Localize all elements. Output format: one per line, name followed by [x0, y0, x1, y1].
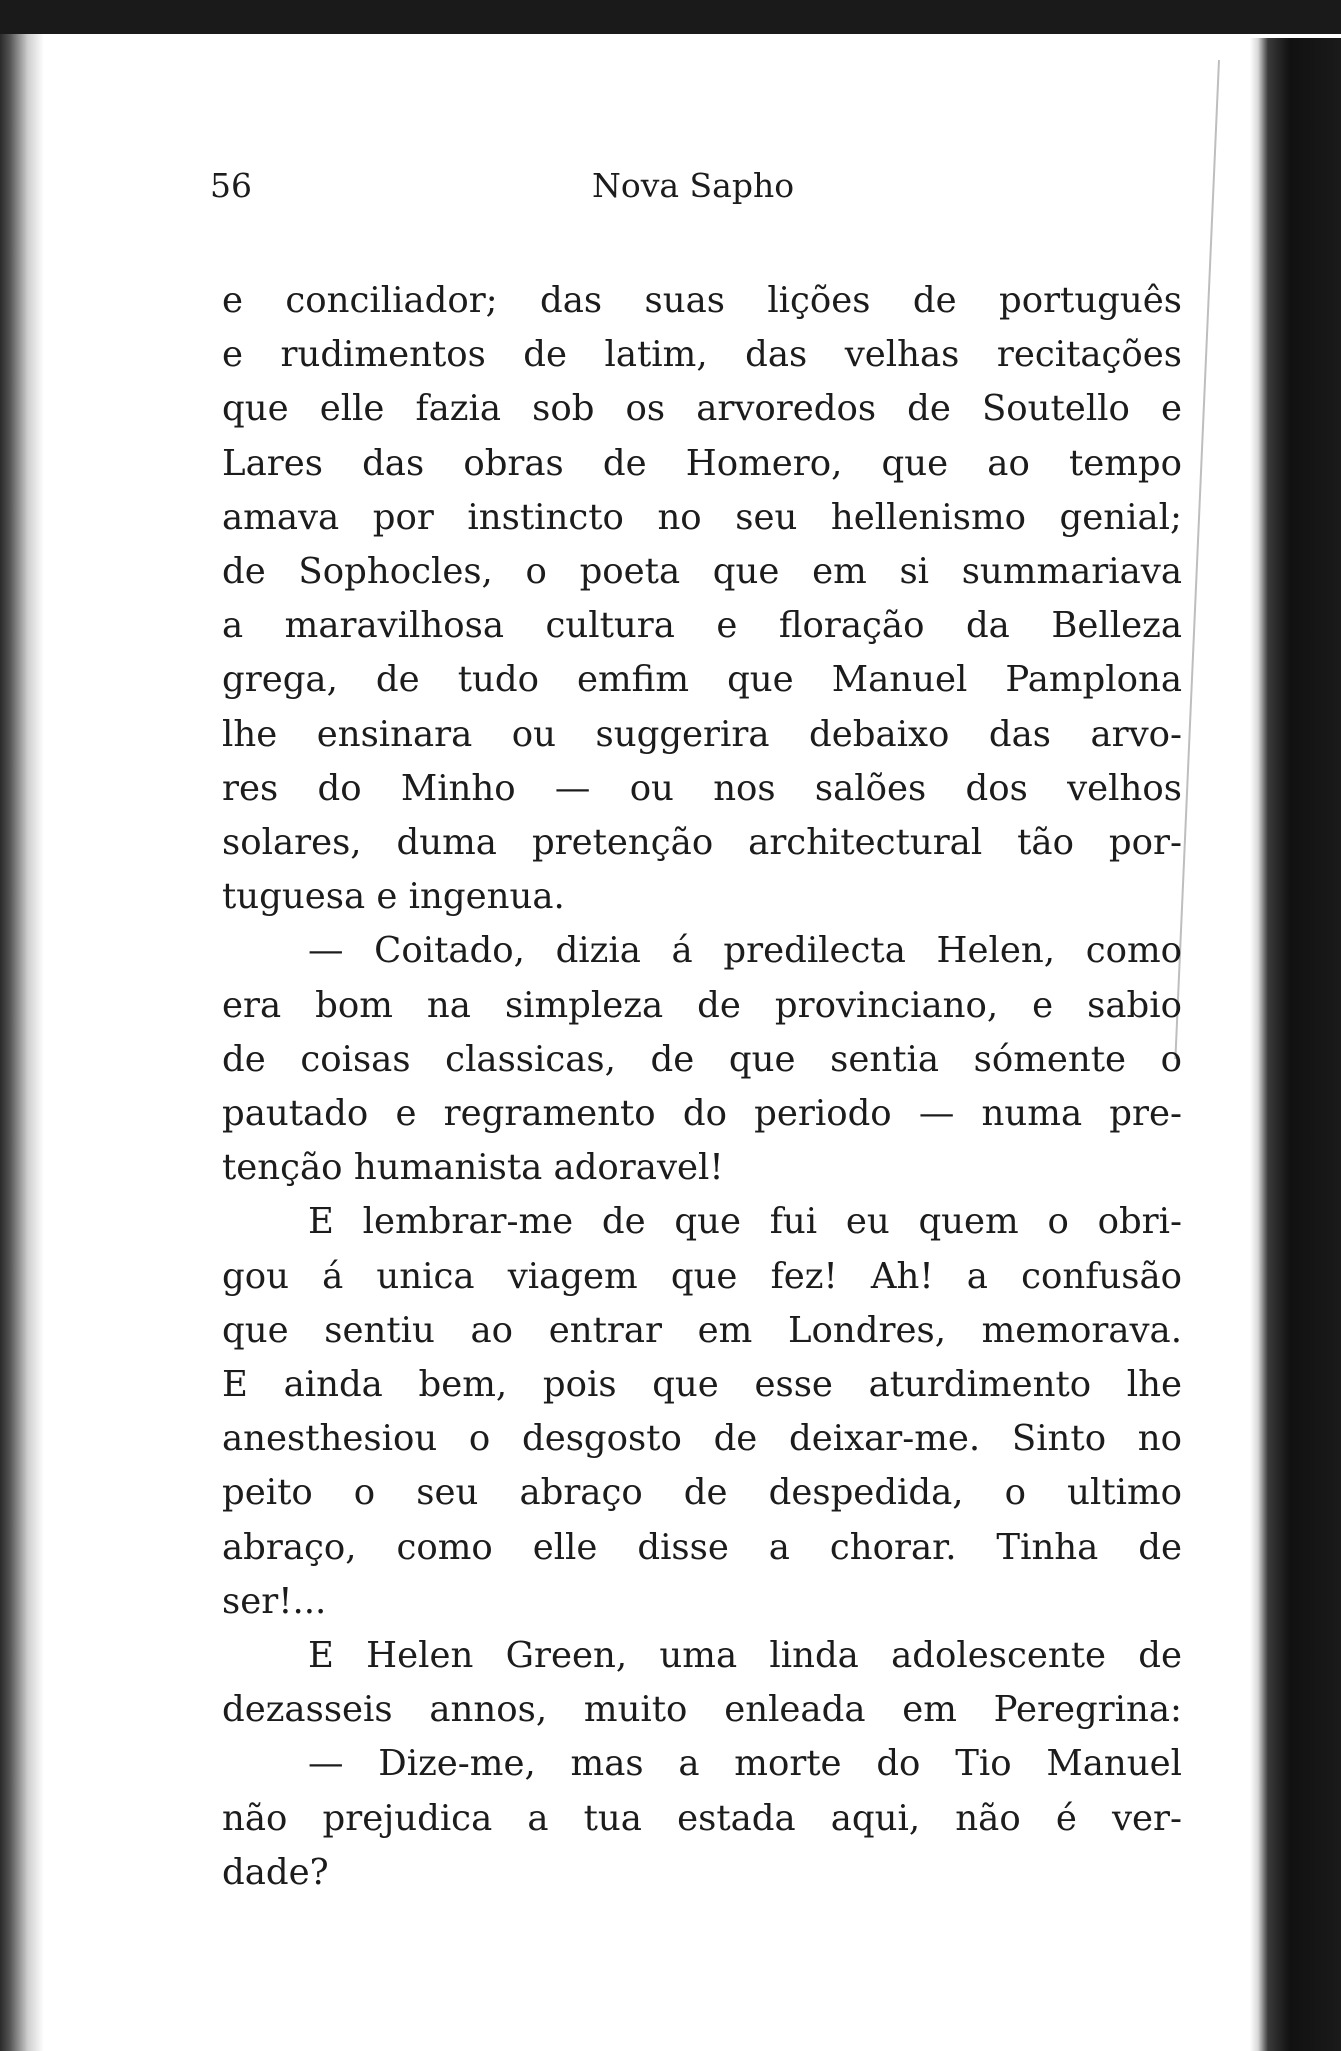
- text-line: dade?: [222, 1851, 329, 1893]
- text-line: — Dize-me, mas a morte do Tio Manuel: [308, 1743, 1182, 1785]
- text-line: peito o seu abraço de despedida, o ultimo: [222, 1472, 1182, 1514]
- text-line: grega, de tudo emfim que Manuel Pamplona: [222, 659, 1182, 701]
- text-line: que elle fazia sob os arvoredos de Soutello e: [222, 388, 1182, 430]
- text-line: Lares das obras de Homero, que ao tempo: [222, 442, 1182, 484]
- page-header: [210, 160, 1210, 210]
- text-line: dezasseis annos, muito enleada em Peregrina:: [222, 1689, 1182, 1731]
- text-line: de Sophocles, o poeta que em si summariava: [222, 551, 1182, 593]
- text-line: res do Minho — ou nos salões dos velhos: [222, 767, 1182, 809]
- text-line: e conciliador; das suas lições de português: [222, 280, 1182, 321]
- text-line: não prejudica a tua estada aqui, não é ver-: [222, 1797, 1182, 1839]
- text-line: e rudimentos de latim, das velhas recitações: [222, 334, 1182, 376]
- scan-right-shadow: [1250, 38, 1341, 2051]
- text-line: gou á unica viagem que fez! Ah! a confusão: [222, 1255, 1182, 1297]
- text-line: a maravilhosa cultura e floração da Belleza: [222, 605, 1182, 647]
- text-line: E ainda bem, pois que esse aturdimento lhe: [222, 1364, 1182, 1406]
- text-line: lhe ensinara ou suggerira debaixo das arvo-: [222, 713, 1182, 755]
- text-line: pautado e regramento do periodo — numa pre-: [222, 1093, 1182, 1135]
- text-line: — Coitado, dizia á predilecta Helen, como: [308, 930, 1182, 972]
- scan-left-shadow: [0, 34, 44, 2051]
- text-line: que sentiu ao entrar em Londres, memorava.: [222, 1309, 1182, 1351]
- text-line: ser!...: [222, 1580, 327, 1622]
- body-text: [222, 274, 1182, 1900]
- text-line: era bom na simpleza de provinciano, e sabio: [222, 984, 1182, 1026]
- text-line: solares, duma pretenção architectural tão por-: [222, 822, 1182, 864]
- text-line: tuguesa e ingenua.: [222, 876, 565, 918]
- text-line: E lembrar-me de que fui eu quem o obri-: [308, 1201, 1182, 1243]
- page-number: 56: [210, 166, 252, 205]
- text-line: E Helen Green, uma linda adolescente de: [308, 1635, 1182, 1677]
- text-line: de coisas classicas, de que sentia sómente o: [222, 1038, 1182, 1080]
- text-line: anesthesiou o desgosto de deixar-me. Sinto no: [222, 1418, 1182, 1460]
- scan-top-border: [0, 0, 1341, 34]
- text-line: abraço, como elle disse a chorar. Tinha de: [222, 1526, 1182, 1568]
- text-line: amava por instincto no seu hellenismo genial;: [222, 496, 1182, 538]
- running-title: Nova Sapho: [592, 166, 795, 205]
- text-line: tenção humanista adoravel!: [222, 1147, 724, 1189]
